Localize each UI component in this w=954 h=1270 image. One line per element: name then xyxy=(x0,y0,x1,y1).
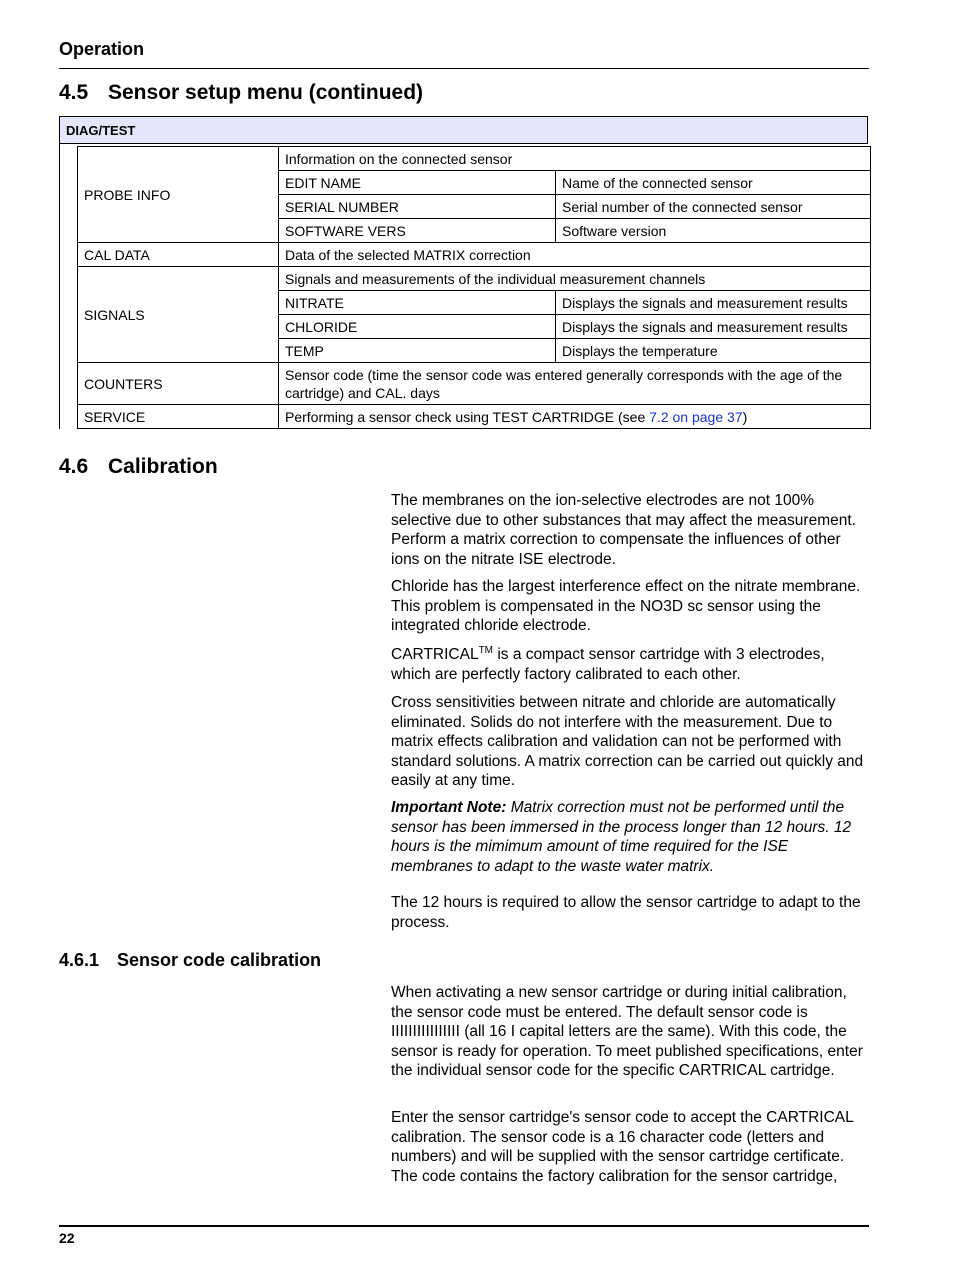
sensor-code-body-1 xyxy=(391,983,865,1081)
running-header: Operation xyxy=(59,39,145,59)
submenu-item: CHLORIDE xyxy=(279,315,556,339)
table-row xyxy=(78,405,871,429)
footer-rule xyxy=(59,1225,869,1227)
sensor-code-body-2 xyxy=(391,1108,865,1186)
section-heading-4-6 xyxy=(59,455,218,479)
section-heading-4-5 xyxy=(59,81,423,105)
important-note xyxy=(391,798,865,876)
section-number: 4.6.1 xyxy=(59,950,100,970)
cal-data-description: Data of the selected MATRIX correction xyxy=(279,243,871,267)
menu-item-counters: COUNTERS xyxy=(78,363,279,405)
section-number: 4.6 xyxy=(59,455,89,478)
submenu-description: Software version xyxy=(556,219,871,243)
note-paragraph xyxy=(391,798,865,876)
submenu-item: TEMP xyxy=(279,339,556,363)
submenu-description: Displays the temperature xyxy=(556,339,871,363)
paragraph: Enter the sensor cartridge's sensor code to accept the CARTRICAL calibration. The sensor code is a 16 character code (letters and numbers) and will be supplied with the sensor cartridge certificate. The code contains the factory calibration for the sensor cartridge, xyxy=(391,1109,854,1185)
menu-item-probe-info: PROBE INFO xyxy=(78,147,279,243)
calibration-body-3 xyxy=(391,645,865,684)
menu-item-signals: SIGNALS xyxy=(78,267,279,363)
table-row xyxy=(78,363,871,405)
submenu-description: Displays the signals and measurement results xyxy=(556,291,871,315)
menu-item-cal-data: CAL DATA xyxy=(78,243,279,267)
submenu-item: SERIAL NUMBER xyxy=(279,195,556,219)
paragraph: Cross sensitivities between nitrate and chloride are automatically eliminated. Solids do not interfere with the measurement. Due to matrix effects calibration and validation can not be performed with standard solutions. A matrix correction can be carried out quickly and easily at any time. xyxy=(391,694,864,789)
submenu-item: SOFTWARE VERS xyxy=(279,219,556,243)
calibration-body-5 xyxy=(391,893,865,932)
table-row xyxy=(78,243,871,267)
probe-info-description: Information on the connected sensor xyxy=(279,147,871,171)
section-title: Calibration xyxy=(108,455,218,478)
calibration-body-4 xyxy=(391,693,865,791)
paragraph: CARTRICAL™ is a compact sensor cartridge with 3 electrodes, which are perfectly factory calibrated to each other. xyxy=(391,645,825,683)
paragraph: The 12 hours is required to allow the sensor cartridge to adapt to the process. xyxy=(391,894,861,931)
section-title: Sensor setup menu (continued) xyxy=(108,81,424,104)
section-title: Sensor code calibration xyxy=(117,950,322,970)
menu-item-service: SERVICE xyxy=(78,405,279,429)
diag-test-indent xyxy=(59,144,77,429)
header-rule xyxy=(59,68,869,69)
note-text: Matrix correction must not be performed until the sensor has been immersed in the process longer than 12 hours. 12 hours is the mimimum amount of time required for the ISE membranes to adapt to the waste water matrix. xyxy=(391,799,852,875)
section-reference-link[interactable]: 7.2 on page 37 xyxy=(649,409,743,425)
paragraph: Chloride has the largest interference effect on the nitrate membrane. This problem is compensated in the NO3D sc sensor using the integrated chloride electrode. xyxy=(391,578,861,634)
signals-description: Signals and measurements of the individual measurement channels xyxy=(279,267,871,291)
note-label: Important Note: xyxy=(391,799,507,816)
service-description: Performing a sensor check using TEST CARTRIDGE (see 7.2 on page 37) xyxy=(279,405,871,429)
submenu-description: Name of the connected sensor xyxy=(556,171,871,195)
diag-test-heading: DIAG/TEST xyxy=(59,116,868,144)
section-heading-4-6-1 xyxy=(59,950,321,971)
calibration-body xyxy=(391,491,865,569)
submenu-item: EDIT NAME xyxy=(279,171,556,195)
submenu-item: NITRATE xyxy=(279,291,556,315)
calibration-body-2 xyxy=(391,577,865,636)
paragraph: When activating a new sensor cartridge or during initial calibration, the sensor code must be entered. The default sensor code is IIIIIIIIIIIIIIII (all 16 I capital letters are the same). With this code, the sensor is ready for operation. To meet published specifications, enter the individual sensor code for the specific CARTRICAL cartridge. xyxy=(391,984,863,1079)
paragraph: The membranes on the ion-selective electrodes are not 100% selective due to other substances that may affect the measurement. Perform a matrix correction to compensate the influences of other ions on the nitrate ISE electrode. xyxy=(391,492,856,568)
diag-test-menu-table xyxy=(77,146,871,429)
submenu-description: Displays the signals and measurement results xyxy=(556,315,871,339)
section-number: 4.5 xyxy=(59,81,89,104)
counters-description: Sensor code (time the sensor code was entered generally corresponds with the age of the cartridge) and CAL. days xyxy=(279,363,871,405)
submenu-description: Serial number of the connected sensor xyxy=(556,195,871,219)
trademark-mark: TM xyxy=(478,645,494,656)
table-row xyxy=(78,267,871,291)
page-number: 22 xyxy=(59,1230,75,1246)
table-row xyxy=(78,147,871,171)
